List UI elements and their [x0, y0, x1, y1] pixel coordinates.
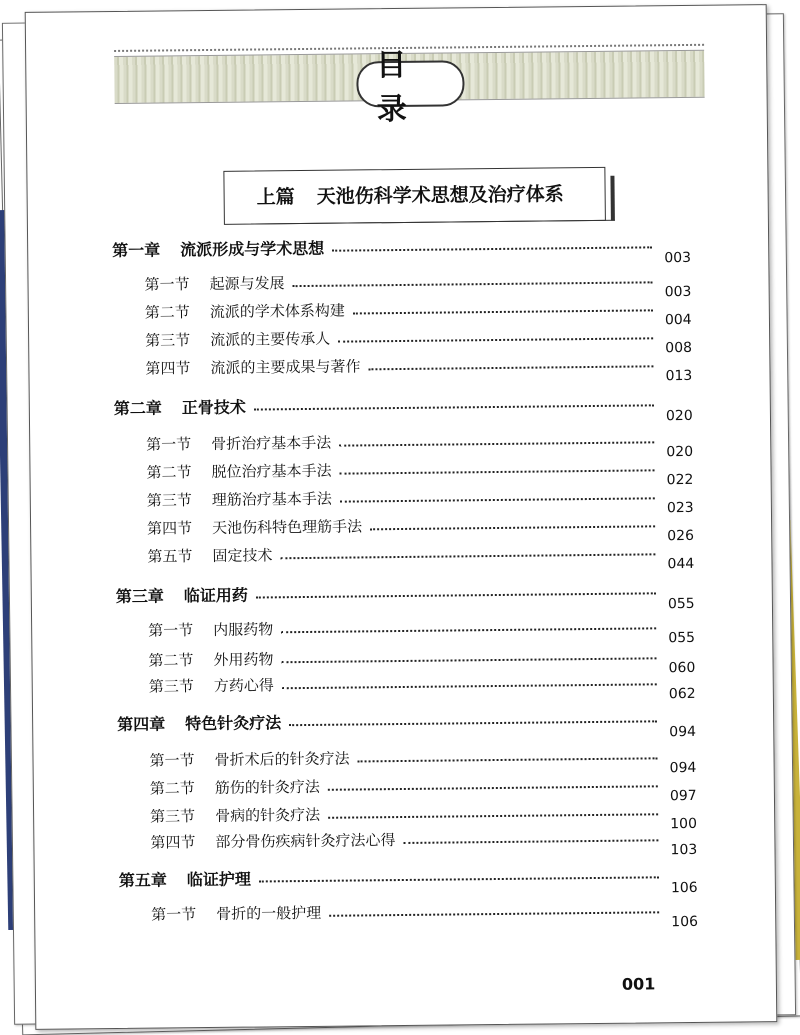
chapter-2-section-5-page-number: 044 [667, 555, 695, 573]
table-of-contents [26, 5, 777, 1029]
chapter-2-section-1-number: 第一节 [146, 434, 192, 454]
dot-leader [332, 246, 652, 251]
chapter-2-section-1-title: 骨折治疗基本手法 [211, 433, 332, 453]
chapter-4-page-number: 094 [669, 723, 697, 741]
chapter-1-section-4-page-number: 013 [665, 367, 693, 385]
dot-leader [328, 785, 658, 790]
chapter-4-section-2-row[interactable] [150, 772, 664, 797]
chapter-4-section-4-number: 第四节 [150, 832, 196, 852]
page-number: 001 [621, 974, 656, 994]
dot-leader [328, 813, 658, 818]
chapter-1-section-1-number: 第一节 [144, 274, 190, 294]
chapter-3-section-2-number: 第二节 [148, 650, 194, 670]
chapter-2-row[interactable] [114, 390, 660, 418]
chapter-1-row[interactable] [112, 232, 658, 260]
chapter-2-title: 正骨技术 [181, 397, 246, 417]
chapter-2-section-1-page-number: 020 [666, 443, 694, 461]
dot-leader [254, 404, 654, 410]
chapter-4-section-1-number: 第一节 [149, 750, 195, 770]
part-title: 天池伤科学术思想及治疗体系 [316, 183, 564, 208]
chapter-4-section-1-row[interactable] [149, 744, 663, 769]
dot-leader [353, 309, 653, 314]
chapter-1-section-2-page-number: 004 [664, 311, 692, 329]
chapter-5-title: 临证护理 [186, 869, 251, 889]
dot-leader [282, 657, 657, 663]
chapter-1-section-4-title: 流派的主要成果与著作 [210, 356, 361, 377]
toc-page [25, 4, 778, 1030]
chapter-1-section-3-row[interactable] [145, 324, 659, 349]
chapter-2-page-number: 020 [665, 407, 693, 425]
dot-leader [259, 876, 659, 882]
chapter-1-section-1-row[interactable] [144, 268, 658, 293]
chapter-3-section-2-title: 外用药物 [213, 649, 274, 669]
chapter-1-section-3-page-number: 008 [665, 339, 693, 357]
dot-leader [256, 592, 656, 598]
chapter-2-section-2-page-number: 022 [666, 471, 694, 489]
chapter-2-section-4-page-number: 026 [667, 527, 695, 545]
chapter-3-number: 第三章 [115, 585, 164, 606]
chapter-1-section-3-number: 第三节 [145, 330, 191, 350]
dot-leader [403, 839, 658, 844]
chapter-5-section-1-number: 第一节 [151, 904, 197, 924]
part-label: 上篇 [256, 186, 295, 209]
chapter-5-section-1-title: 骨折的一般护理 [216, 903, 322, 923]
chapter-2-section-3-page-number: 023 [666, 499, 694, 517]
chapter-3-page-number: 055 [667, 595, 695, 613]
chapter-4-row[interactable] [117, 706, 663, 734]
dot-leader [368, 365, 653, 370]
chapter-1-section-1-title: 起源与发展 [209, 273, 285, 293]
dot-leader [329, 911, 659, 916]
chapter-4-section-3-number: 第三节 [150, 806, 196, 826]
chapter-4-section-2-number: 第二节 [149, 778, 195, 798]
chapter-3-row[interactable] [116, 578, 662, 606]
dot-leader [280, 553, 655, 559]
chapter-4-title: 特色针灸疗法 [185, 712, 282, 733]
chapter-1-section-4-number: 第四节 [145, 358, 191, 378]
chapter-2-section-1-row[interactable] [146, 428, 660, 453]
dot-leader [281, 627, 656, 633]
chapter-2-section-2-row[interactable] [146, 456, 660, 481]
chapter-1-section-2-row[interactable] [145, 296, 659, 321]
dot-leader [293, 281, 653, 287]
chapter-4-section-2-page-number: 097 [669, 787, 697, 805]
chapter-1-section-1-page-number: 003 [664, 283, 692, 301]
chapter-3-section-1-title: 内服药物 [213, 619, 274, 639]
chapter-3-title: 临证用药 [183, 585, 248, 605]
dot-leader [340, 497, 655, 502]
chapter-5-number: 第五章 [118, 869, 167, 890]
chapter-4-section-4-title: 部分骨伤疾病针灸疗法心得 [215, 830, 396, 851]
page-title: 目 录 [356, 60, 464, 107]
chapter-2-section-2-title: 脱位治疗基本手法 [211, 461, 332, 481]
chapter-2-section-2-number: 第二节 [146, 462, 192, 482]
chapter-5-section-1-row[interactable] [151, 898, 665, 923]
chapter-4-section-4-page-number: 103 [670, 841, 698, 859]
chapter-2-section-4-title: 天池伤科特色理筋手法 [212, 516, 363, 537]
chapter-1-page-number: 003 [664, 249, 692, 267]
chapter-4-section-1-title: 骨折术后的针灸疗法 [214, 749, 350, 769]
chapter-4-number: 第四章 [117, 713, 166, 734]
chapter-4-section-2-title: 筋伤的针灸疗法 [214, 777, 320, 797]
chapter-3-section-2-page-number: 060 [668, 659, 696, 677]
dot-leader [340, 469, 655, 474]
chapter-3-section-2-row[interactable] [148, 644, 662, 669]
chapter-1-section-2-title: 流派的学术体系构建 [209, 301, 345, 321]
chapter-4-section-3-page-number: 100 [670, 815, 698, 833]
chapter-1-number: 第一章 [112, 240, 161, 260]
chapter-2-section-5-title: 固定技术 [212, 545, 273, 565]
chapter-5-page-number: 106 [670, 879, 698, 897]
dot-leader [339, 441, 654, 446]
chapter-3-section-1-row[interactable] [148, 614, 662, 639]
dot-leader [282, 683, 657, 689]
chapter-2-section-3-row[interactable] [147, 484, 661, 509]
chapter-4-section-4-row[interactable] [150, 826, 664, 851]
chapter-2-number: 第二章 [113, 397, 162, 418]
chapter-4-section-1-page-number: 094 [669, 759, 697, 777]
chapter-2-section-3-title: 理筋治疗基本手法 [211, 489, 332, 509]
chapter-3-section-3-title: 方药心得 [213, 675, 274, 695]
chapter-4-section-3-row[interactable] [150, 800, 664, 825]
chapter-3-section-3-page-number: 062 [668, 685, 696, 703]
chapter-5-section-1-page-number: 106 [671, 913, 699, 931]
chapter-1-section-3-title: 流派的主要传承人 [210, 329, 331, 349]
chapter-2-section-5-row[interactable] [147, 540, 661, 565]
chapter-2-section-3-number: 第三节 [146, 490, 192, 510]
chapter-2-section-4-number: 第四节 [147, 518, 193, 538]
chapter-3-section-3-row[interactable] [149, 670, 663, 695]
chapter-3-section-1-page-number: 055 [668, 629, 696, 647]
chapter-5-row[interactable] [119, 862, 665, 890]
chapter-1-section-2-number: 第二节 [144, 302, 190, 322]
dot-leader [338, 337, 653, 342]
chapter-3-section-3-number: 第三节 [148, 676, 194, 696]
dot-leader [370, 525, 655, 530]
dot-leader [358, 757, 658, 762]
dot-leader [289, 720, 657, 726]
chapter-3-section-1-number: 第一节 [148, 620, 194, 640]
chapter-2-section-5-number: 第五节 [147, 546, 193, 566]
chapter-4-section-3-title: 骨病的针灸疗法 [215, 805, 321, 825]
chapter-1-section-4-row[interactable] [145, 352, 659, 377]
chapter-2-section-4-row[interactable] [147, 512, 661, 537]
chapter-1-title: 流派形成与学术思想 [180, 238, 325, 259]
